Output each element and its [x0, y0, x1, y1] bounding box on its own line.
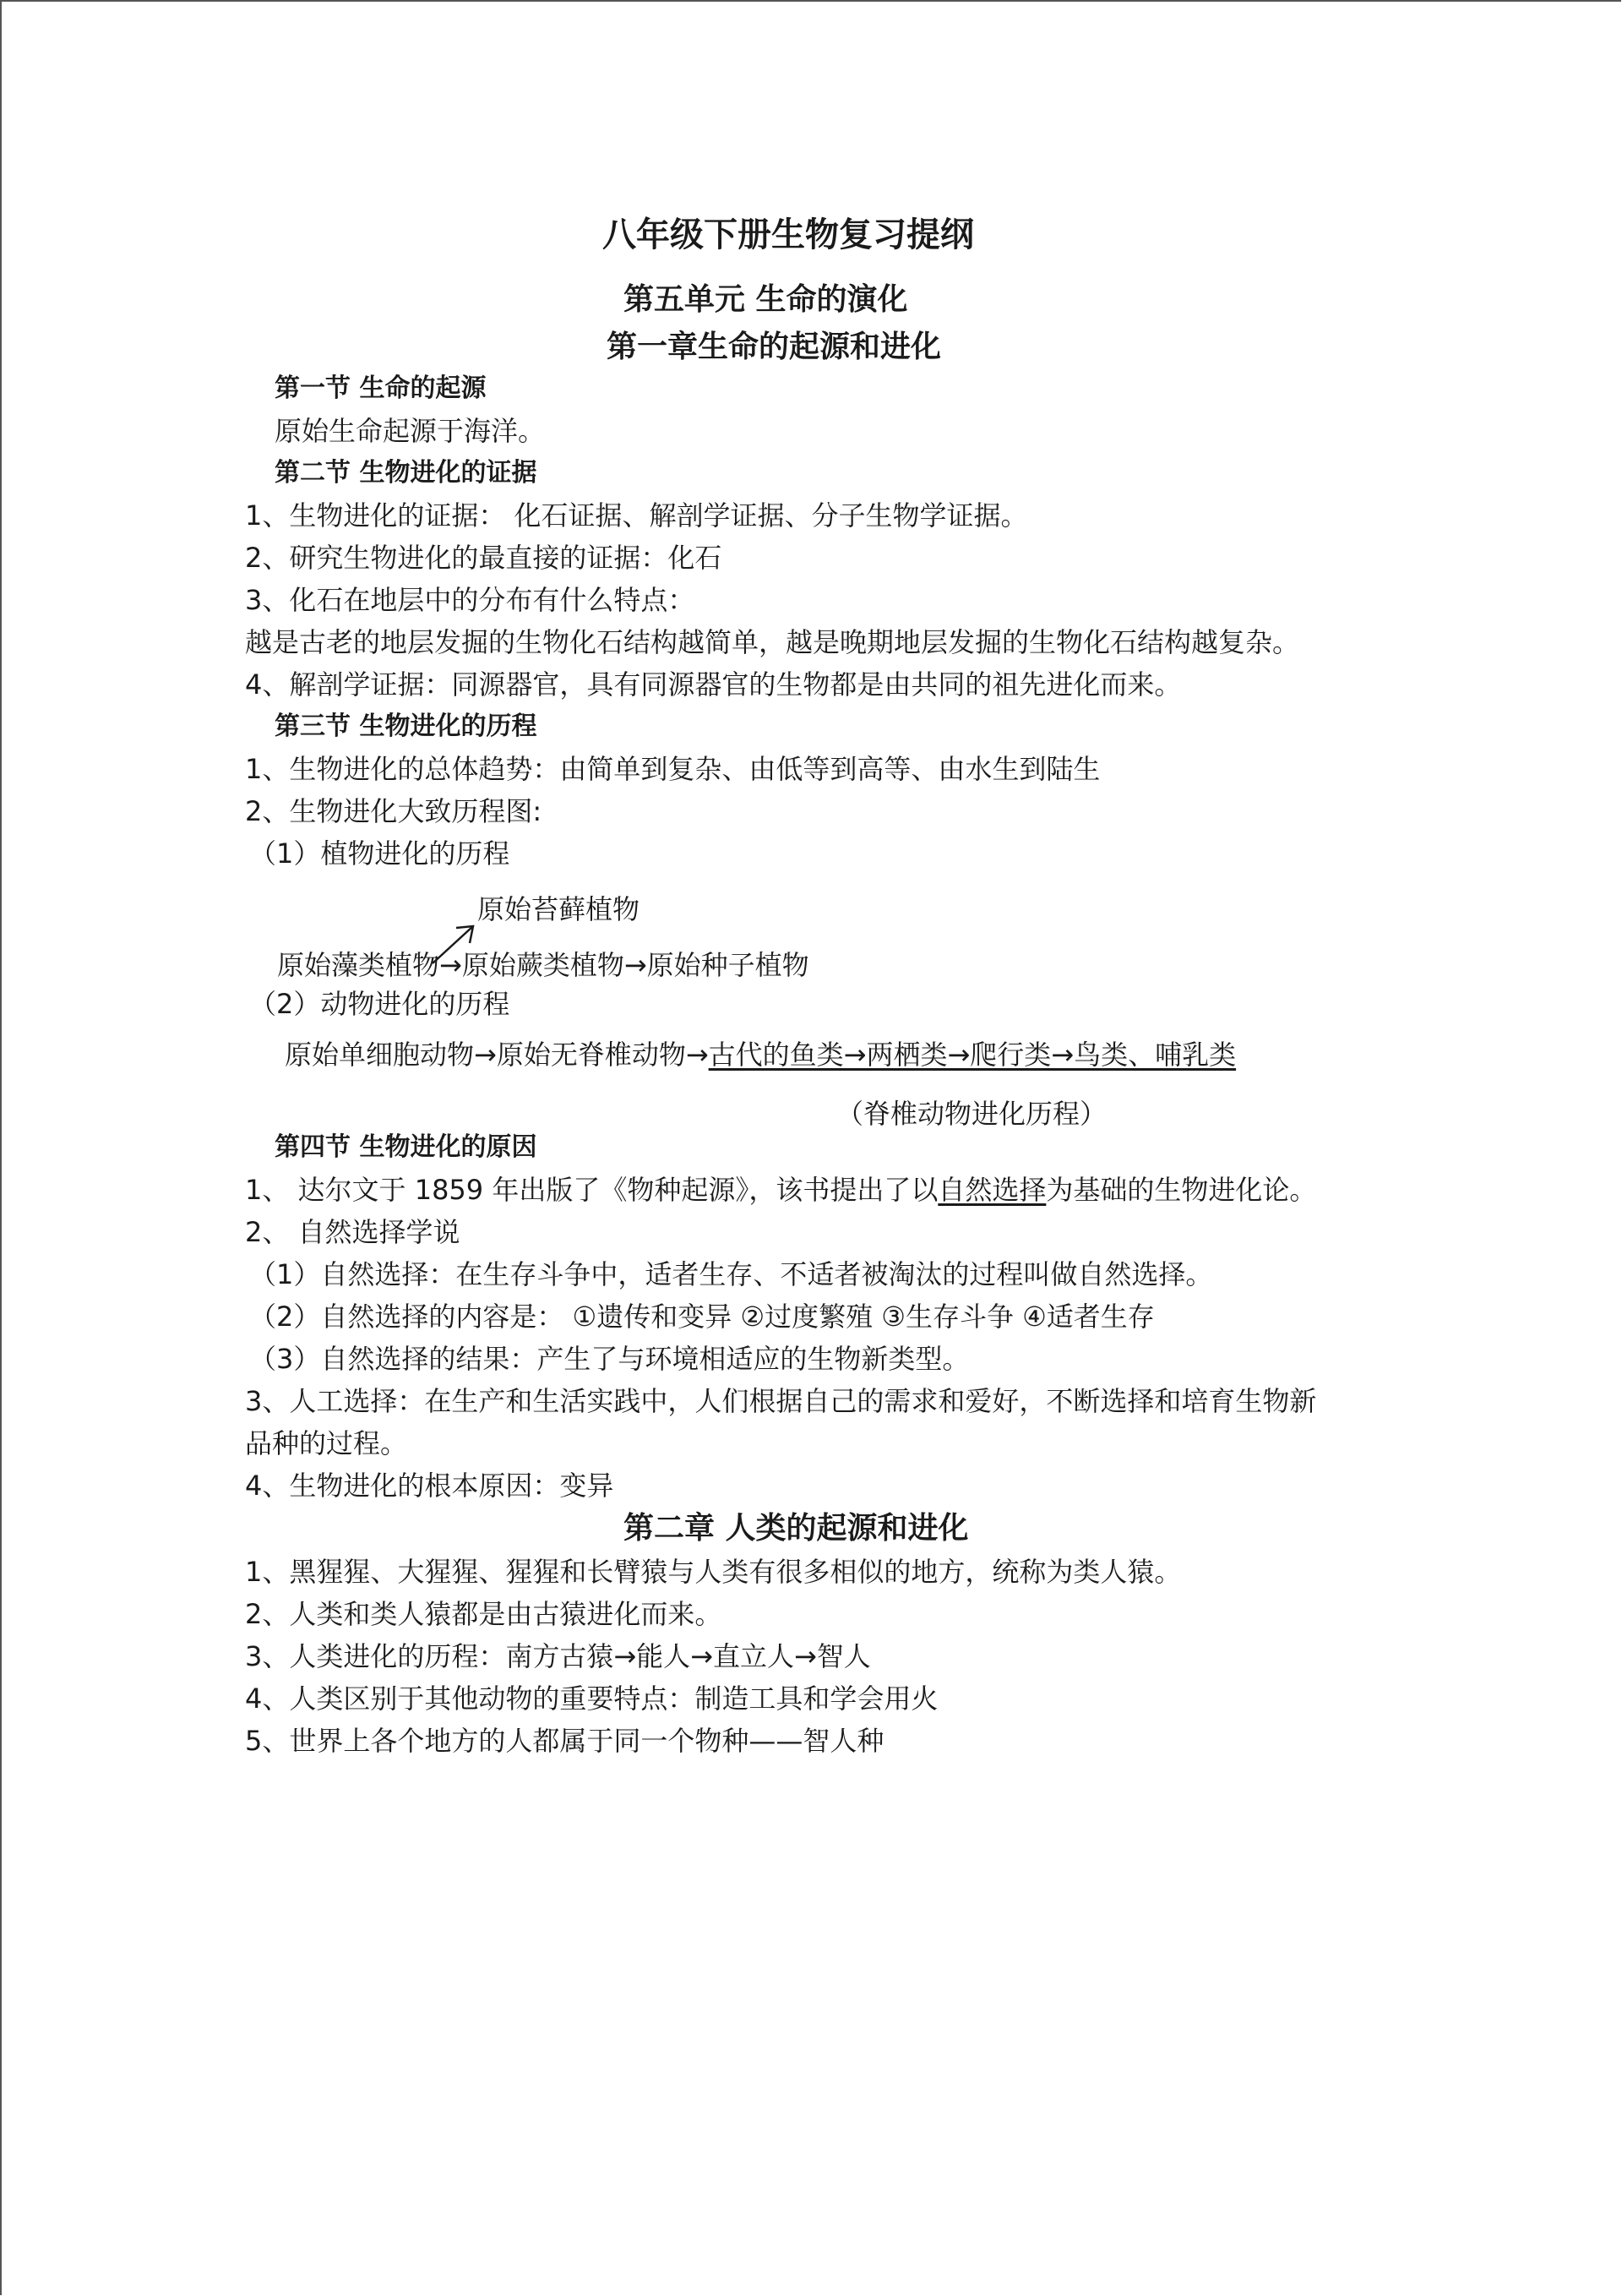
document-title: 八年级下册生物复习提纲 [602, 215, 974, 254]
animal-path-vertebrate: 古代的鱼类→两栖类→爬行类→鸟类、哺乳类 [708, 1039, 1237, 1071]
section-3-line: （1）植物进化的历程 [249, 837, 510, 870]
chapter-2-line: 3、人类进化的历程：南方古猿→能人→直立人→智人 [245, 1640, 871, 1672]
section-4-line: 4、生物进化的根本原因：变异 [245, 1470, 614, 1502]
section-3-heading: 第三节 生物进化的历程 [275, 712, 537, 741]
animal-evolution-path [285, 1038, 1236, 1072]
plant-main-path: 原始藻类植物→原始蕨类植物→原始种子植物 [277, 949, 809, 981]
section-4-heading: 第四节 生物进化的原因 [275, 1132, 537, 1162]
section-1-line: 原始生命起源于海洋。 [275, 415, 546, 447]
section-3-line: 2、生物进化大致历程图: [245, 795, 542, 827]
section-4-line [245, 1173, 1316, 1207]
chapter-2-line: 2、人类和类人猿都是由古猿进化而来。 [245, 1598, 722, 1630]
section-4-line: （1）自然选择：在生存斗争中，适者生存、不适者被淘汰的过程叫做自然选择。 [249, 1258, 1213, 1290]
section-2-line: 1、生物进化的证据： 化石证据、解剖学证据、分子生物学证据。 [245, 499, 1028, 532]
section-3-line: 1、生物进化的总体趋势：由简单到复杂、由低等到高等、由水生到陆生 [245, 753, 1101, 785]
section-2-heading: 第二节 生物进化的证据 [275, 458, 537, 488]
natural-selection-term: 自然选择 [938, 1174, 1047, 1206]
section-2-line: 4、解剖学证据：同源器官，具有同源器官的生物都是由共同的祖先进化而来。 [245, 668, 1182, 701]
animal-path-invertebrate: 原始单细胞动物→原始无脊椎动物→ [285, 1039, 709, 1071]
section-4-line: 2、 自然选择学说 [245, 1216, 460, 1248]
section-4-line: （3）自然选择的结果：产生了与环境相适应的生物新类型。 [249, 1343, 970, 1375]
vertebrate-caption: （脊椎动物进化历程） [836, 1098, 1108, 1130]
chapter-2-title: 第二章 人类的起源和进化 [623, 1510, 969, 1546]
chapter-2-line: 4、人类区别于其他动物的重要特点：制造工具和学会用火 [245, 1682, 939, 1715]
chapter-2-line: 5、世界上各个地方的人都属于同一个物种——智人种 [245, 1725, 884, 1757]
plant-branch-label: 原始苔藓植物 [477, 893, 640, 925]
unit-title: 第五单元 生命的演化 [623, 281, 908, 317]
section-2-line: 3、化石在地层中的分布有什么特点： [245, 584, 695, 616]
section-1-heading: 第一节 生命的起源 [275, 374, 487, 403]
section-3-line: （2）动物进化的历程 [249, 988, 510, 1020]
darwin-text-end: 为基础的生物进化论。 [1046, 1174, 1317, 1206]
section-4-line: （2）自然选择的内容是： ①遗传和变异 ②过度繁殖 ③生存斗争 ④适者生存 [249, 1301, 1155, 1333]
darwin-text: 1、 达尔文于 1859 年出版了《物种起源》，该书提出了以 [245, 1174, 939, 1206]
section-4-line: 3、人工选择：在生产和生活实践中，人们根据自己的需求和爱好，不断选择和培育生物新 [245, 1385, 1317, 1417]
chapter-1-title: 第一章生命的起源和进化 [607, 329, 942, 364]
section-2-line: 越是古老的地层发掘的生物化石结构越简单，越是晚期地层发掘的生物化石结构越复杂。 [245, 626, 1300, 658]
section-4-line: 品种的过程。 [245, 1427, 408, 1459]
chapter-2-line: 1、黑猩猩、大猩猩、猩猩和长臂猿与人类有很多相似的地方，统称为类人猿。 [245, 1556, 1182, 1588]
section-2-line: 2、研究生物进化的最直接的证据：化石 [245, 542, 722, 574]
